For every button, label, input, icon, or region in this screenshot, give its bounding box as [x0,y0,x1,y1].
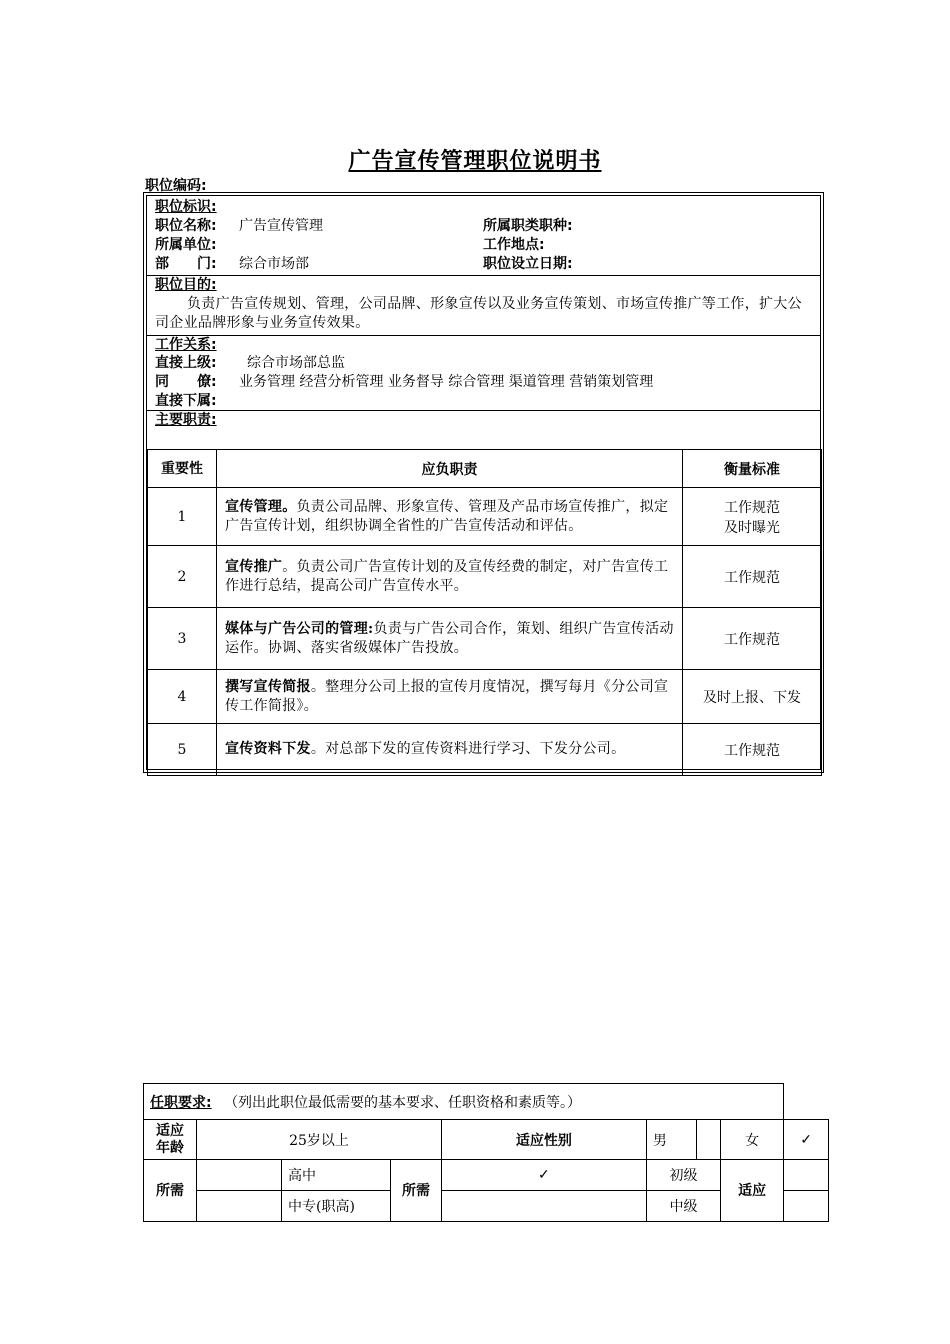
title-junior: 初级 [646,1160,720,1191]
education-vocational: 中专(职高) [282,1191,391,1222]
duty-description [217,488,683,546]
duty-title: 撰写宣传简报 [225,678,311,695]
department-value: 综合市场部 [239,256,309,272]
page-title: 广告宣传管理职位说明书 [348,149,602,174]
table-row [148,488,822,546]
duty-number: 3 [148,608,217,670]
identity-section-label: 职位标识: [155,199,217,215]
peers-label: 同 僚: [155,374,217,390]
age-label: 适应年龄 [144,1120,197,1160]
importance-header: 重要性 [148,450,217,488]
requirements-label: 任职要求: [150,1094,212,1111]
requirements-header-row [144,1084,829,1120]
duties-label: 主要职责: [155,412,217,428]
subordinate-label: 直接下属: [155,393,217,409]
duties-table [147,449,822,776]
position-name-label: 职位名称: [155,218,217,234]
position-code-label: 职位编码: [145,178,207,194]
duty-title: 宣传资料下发 [225,741,311,757]
duty-number: 5 [148,724,217,776]
fit-value-1 [784,1160,829,1191]
duty-description [217,608,683,670]
position-description-body [146,195,821,770]
job-category-label: 所属职类职种: [483,218,573,234]
divider [147,275,820,276]
divider [147,410,820,411]
department-label: 部 门: [155,256,217,272]
title-check-middle [442,1191,647,1222]
setup-date-label: 职位设立日期: [483,256,573,272]
relations-label: 工作关系: [155,337,217,353]
duty-description [217,670,683,724]
duty-description [217,546,683,608]
education-check-high [197,1160,282,1191]
duty-text: 负责公司品牌、形象宣传、管理及产品市场宣传推广，拟定广告宣传计划，组织协调全省性的广告宣传活动和评估。 [225,498,669,534]
title-label: 所需 [391,1160,442,1222]
duty-text: 。负责公司广告宣传计划的及宣传经费的制定，对广告宣传工作进行总结，提高公司广告宣传水平。 [225,558,669,594]
duties-header-row [148,450,822,488]
education-high: 高中 [282,1160,391,1191]
fit-label: 适应 [721,1160,784,1222]
purpose-text: 负责广告宣传规划、管理，公司品牌、形象宣传以及业务宣传策划、市场宣传推广等工作，扩大公司企业品牌形象与业务宣传效果。 [155,296,802,331]
position-description-frame [143,192,824,773]
duty-text: 。对总部下发的宣传资料进行学习、下发分公司。 [310,741,626,757]
requirements-header [144,1084,784,1120]
peers-value: 业务管理 经营分析管理 业务督导 综合管理 渠道管理 营销策划管理 [239,374,654,390]
education-row-1 [144,1160,829,1191]
duty-title: 媒体与广告公司的管理: [225,620,374,637]
duty-standard: 工作规范 及时曝光 [683,488,822,546]
gender-label: 适应性别 [442,1120,647,1160]
duty-header: 应负职责 [217,450,683,488]
duty-standard: 工作规范 [683,724,822,776]
duty-title: 宣传推广 [225,558,283,575]
purpose-label: 职位目的: [155,277,217,293]
position-name-value: 广告宣传管理 [239,218,323,234]
duty-number: 1 [148,488,217,546]
unit-label: 所属单位: [155,237,217,253]
standard-header: 衡量标准 [683,450,822,488]
duty-standard: 工作规范 [683,608,822,670]
table-row [148,670,822,724]
age-value: 25岁以上 [197,1120,442,1160]
gender-male: 男 [646,1120,696,1160]
duty-number: 2 [148,546,217,608]
title-middle: 中级 [646,1191,720,1222]
requirements-table [143,1083,829,1222]
duty-description [217,724,683,776]
table-row [148,608,822,670]
requirements-note: （列出此职位最低需要的基本要求、任职资格和素质等。） [224,1094,582,1111]
education-check-vocational [197,1191,282,1222]
divider [147,335,820,336]
table-row [148,724,822,776]
work-location-label: 工作地点: [483,237,545,253]
superior-label: 直接上级: [155,355,217,371]
duty-standard: 工作规范 [683,546,822,608]
table-row [148,546,822,608]
duty-title: 宣传管理。 [225,498,297,515]
title-check-junior: ✓ [442,1160,647,1191]
gender-female: 女 [721,1120,784,1160]
gender-male-check [696,1120,720,1160]
fit-value-2 [784,1191,829,1222]
gender-female-check: ✓ [784,1120,829,1160]
duty-text: 。整理分公司上报的宣传月度情况，撰写每月《分公司宣传工作简报》。 [225,678,669,714]
duty-standard: 及时上报、下发 [683,670,822,724]
duty-number: 4 [148,670,217,724]
education-label: 所需 [144,1160,197,1222]
superior-value: 综合市场部总监 [247,355,345,371]
duty-text: 负责与广告公司合作，策划、组织广告宣传活动运作。协调、落实省级媒体广告投放。 [225,620,674,656]
age-gender-row [144,1120,829,1160]
